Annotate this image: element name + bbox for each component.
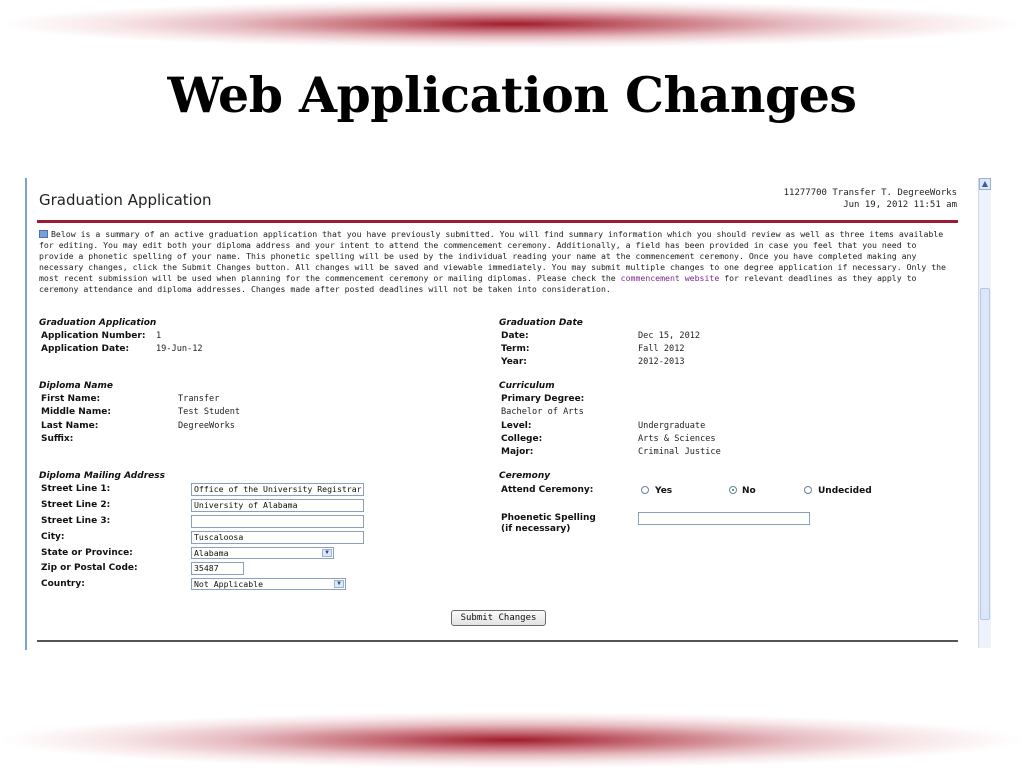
graduation-application-heading: Graduation Application <box>39 318 157 328</box>
phonetic-spelling-label: Phoenetic Spelling <box>501 513 596 523</box>
last-name-label: Last Name: <box>41 421 99 431</box>
country-select[interactable] <box>191 578 346 590</box>
primary-degree-value: Bachelor of Arts <box>501 407 584 417</box>
attend-no-label[interactable]: No <box>742 486 756 496</box>
bottom-decorative-band <box>0 712 1024 768</box>
user-id-name: 11277700 Transfer T. DegreeWorks <box>783 188 957 198</box>
slide-title: Web Application Changes <box>167 66 857 124</box>
street-line-1-label: Street Line 1: <box>41 484 111 494</box>
graduation-date-value: Dec 15, 2012 <box>638 331 701 341</box>
attend-yes-label[interactable]: Yes <box>655 486 673 496</box>
middle-name-value: Test Student <box>178 407 241 417</box>
intro-text <box>39 229 954 295</box>
vertical-scrollbar[interactable] <box>978 178 991 648</box>
ceremony-heading: Ceremony <box>499 471 551 481</box>
diploma-name-heading: Diploma Name <box>39 381 113 391</box>
chevron-down-icon[interactable]: ▼ <box>334 580 344 588</box>
mailing-address-heading: Diploma Mailing Address <box>39 471 165 481</box>
timestamp: Jun 19, 2012 11:51 am <box>843 200 957 210</box>
street-line-2-label: Street Line 2: <box>41 500 111 510</box>
state-select-value: Alabama <box>194 548 229 558</box>
year-value: 2012-2013 <box>638 357 685 367</box>
graduation-date-heading: Graduation Date <box>499 318 583 328</box>
city-input[interactable]: Tuscaloosa <box>191 531 364 544</box>
scrollbar-thumb[interactable] <box>980 288 990 620</box>
user-info <box>784 187 957 211</box>
footer-divider <box>37 640 958 642</box>
last-name-value: DegreeWorks <box>178 421 235 431</box>
state-label: State or Province: <box>41 548 133 558</box>
application-number-value: 1 <box>156 331 162 341</box>
commencement-website-link[interactable]: commencement website <box>620 273 720 283</box>
street-line-2-input[interactable]: University of Alabama <box>191 499 364 512</box>
scroll-up-arrow-icon[interactable]: ▲ <box>979 178 991 190</box>
application-number-label: Application Number: <box>41 331 146 341</box>
application-date-label: Application Date: <box>41 344 130 354</box>
country-label: Country: <box>41 579 85 589</box>
curriculum-heading: Curriculum <box>499 381 555 391</box>
attend-ceremony-label: Attend Ceremony: <box>501 485 594 495</box>
attend-undecided-label[interactable]: Undecided <box>818 486 872 496</box>
submit-changes-button[interactable]: Submit Changes <box>451 610 546 626</box>
page-title: Graduation Application <box>39 191 212 209</box>
chevron-down-icon[interactable]: ▼ <box>322 549 332 557</box>
middle-name-label: Middle Name: <box>41 407 111 417</box>
intro-text-part1: Below is a summary of an active graduation application that you have previously submitted. You will find summary information which you should review as well as three items available for editing. You may edit both your diploma address and your intent to attend the commencement ceremony. Additionally, a field has been provided in case you feel that you need to provide a phonetic spelling of your name. This phonetic spelling will be used by the individual reading your name at the commencement ceremony. Once you have completed making any necessary changes, click the Submit Changes button. All changes will be saved and viewable immediately. You may submit multiple changes to one degree application if necessary. Only the most recent submission will be used when planning for the commencement ceremony or mailing diplomas. Please check the <box>39 229 946 283</box>
phonetic-spelling-note: (if necessary) <box>501 524 571 534</box>
suffix-label: Suffix: <box>41 434 74 444</box>
major-label: Major: <box>501 447 534 457</box>
street-line-3-label: Street Line 3: <box>41 516 111 526</box>
application-date-value: 19-Jun-12 <box>156 344 203 354</box>
street-line-3-input[interactable] <box>191 515 364 528</box>
intro-text-part2: for relevant deadlines as they apply to ceremony attendance and diploma addresses. Changes made after posted deadlines will not be taken into consideration. <box>39 273 917 294</box>
attend-no-radio[interactable] <box>729 486 737 494</box>
header-divider <box>37 220 958 223</box>
zip-input[interactable]: 35487 <box>191 562 244 575</box>
graduation-date-label: Date: <box>501 331 529 341</box>
first-name-label: First Name: <box>41 394 101 404</box>
street-line-1-input[interactable]: Office of the University Registrar <box>191 483 364 496</box>
phonetic-spelling-input[interactable] <box>638 512 810 525</box>
attend-undecided-radio[interactable] <box>804 486 812 494</box>
year-label: Year: <box>501 357 527 367</box>
major-value: Criminal Justice <box>638 447 721 457</box>
level-value: Undergraduate <box>638 421 706 431</box>
term-value: Fall 2012 <box>638 344 685 354</box>
country-select-value: Not Applicable <box>194 579 264 589</box>
city-label: City: <box>41 532 65 542</box>
first-name-value: Transfer <box>178 394 220 404</box>
state-select[interactable] <box>191 547 334 559</box>
info-icon <box>39 230 48 238</box>
attend-yes-radio[interactable] <box>641 486 649 494</box>
primary-degree-label: Primary Degree: <box>501 394 585 404</box>
college-label: College: <box>501 434 543 444</box>
level-label: Level: <box>501 421 532 431</box>
term-label: Term: <box>501 344 530 354</box>
college-value: Arts & Sciences <box>638 434 716 444</box>
top-decorative-band <box>0 0 1024 48</box>
zip-label: Zip or Postal Code: <box>41 563 138 573</box>
